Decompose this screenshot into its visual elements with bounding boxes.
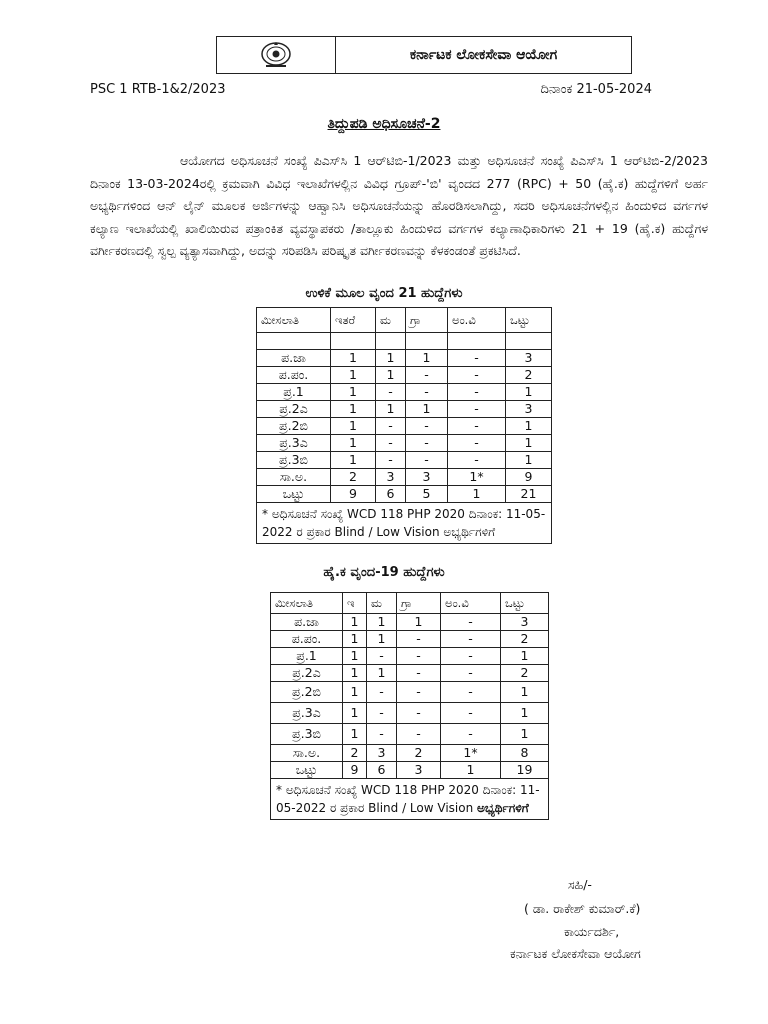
count-cell: 1 <box>343 631 367 648</box>
letterhead-box <box>216 36 632 74</box>
table-row <box>257 452 552 469</box>
header-cell: ಅಂ.ವಿ <box>448 308 506 333</box>
count-cell: - <box>406 435 448 452</box>
category-cell: ಪ್ರ.3ಎ <box>271 703 343 724</box>
count-cell: 1* <box>441 745 501 762</box>
signed-mark: ಸಹಿ/- <box>568 877 592 892</box>
table2-caption: ಹೈ.ಕ ವೃಂದ-19 ಹುದ್ದೆಗಳು <box>323 565 445 580</box>
table-row <box>257 367 552 384</box>
table-row <box>271 745 549 762</box>
count-cell: - <box>448 367 506 384</box>
count-cell: - <box>448 452 506 469</box>
count-cell: 1 <box>343 665 367 682</box>
category-cell: ಪ್ರ.1 <box>257 384 331 401</box>
table1-caption: ಉಳಿಕೆ ಮೂಲ ವೃಂದ 21 ಹುದ್ದೆಗಳು <box>305 286 463 301</box>
table2-note-row <box>271 779 549 820</box>
count-cell: 9 <box>343 762 367 779</box>
count-cell: 3 <box>506 401 552 418</box>
table2-note-text: * ಅಧಿಸೂಚನೆ ಸಂಖ್ಯೆ WCD 118 PHP 2020 ದಿನಾಂಕ: 11-05-2022 ರ ಪ್ರಕಾರ Blind / Low Vision <box>276 783 540 815</box>
count-cell: 1 <box>343 703 367 724</box>
count-cell: 1 <box>343 614 367 631</box>
count-cell: - <box>441 631 501 648</box>
table-row <box>257 486 552 503</box>
category-cell: ಒಟ್ಟು <box>271 762 343 779</box>
table-row <box>271 631 549 648</box>
count-cell: - <box>441 665 501 682</box>
category-cell: ಪ್ರ.2ಬಿ <box>271 682 343 703</box>
count-cell: 21 <box>506 486 552 503</box>
count-cell: - <box>441 724 501 745</box>
count-cell: 1 <box>331 384 376 401</box>
count-cell: - <box>397 665 441 682</box>
table-row <box>271 703 549 724</box>
table1-note: * ಅಧಿಸೂಚನೆ ಸಂಖ್ಯೆ WCD 118 PHP 2020 ದಿನಾಂಕ: 11-05-2022 ರ ಪ್ರಕಾರ Blind / Low Vision ಅಭ್ಯರ್ಥಿಗಳಿಗೆ <box>257 503 552 544</box>
header-cell: ಮೀಸಲಾತಿ <box>271 593 343 614</box>
table-row <box>271 724 549 745</box>
count-cell: - <box>441 682 501 703</box>
table-row <box>257 350 552 367</box>
count-cell: 1* <box>448 469 506 486</box>
count-cell: 3 <box>406 469 448 486</box>
count-cell: - <box>397 682 441 703</box>
count-cell: - <box>448 418 506 435</box>
count-cell: - <box>367 724 397 745</box>
table-row <box>257 418 552 435</box>
count-cell: - <box>397 724 441 745</box>
subject-heading: ತಿದ್ದುಪಡಿ ಅಧಿಸೂಚನೆ-2 <box>327 116 441 132</box>
count-cell: - <box>376 435 406 452</box>
count-cell: - <box>441 614 501 631</box>
header-cell: ಗ್ರಾ <box>406 308 448 333</box>
count-cell: 1 <box>506 384 552 401</box>
table1-spacer-row <box>257 333 552 350</box>
count-cell: 1 <box>367 631 397 648</box>
count-cell: 6 <box>367 762 397 779</box>
header-cell: ಒಟ್ಟು <box>501 593 549 614</box>
count-cell: 1 <box>343 682 367 703</box>
category-cell: ಪ್ರ.2ಬಿ <box>257 418 331 435</box>
count-cell: 1 <box>406 401 448 418</box>
count-cell: 1 <box>343 724 367 745</box>
count-cell: 6 <box>376 486 406 503</box>
category-cell: ಸಾ.ಅ. <box>257 469 331 486</box>
count-cell: - <box>441 648 501 665</box>
count-cell: - <box>367 682 397 703</box>
header-cell: ಅಂ.ವಿ <box>441 593 501 614</box>
header-cell: ಒಟ್ಟು <box>506 308 552 333</box>
table1-note-row <box>257 503 552 544</box>
document-date: ದಿನಾಂಕ 21-05-2024 <box>540 82 652 97</box>
signatory-org: ಕರ್ನಾಟಕ ಲೋಕಸೇವಾ ಆಯೋಗ <box>510 946 641 961</box>
count-cell: 1 <box>501 648 549 665</box>
count-cell: - <box>406 452 448 469</box>
count-cell: 2 <box>397 745 441 762</box>
count-cell: 1 <box>397 614 441 631</box>
count-cell: 1 <box>501 724 549 745</box>
category-cell: ಒಟ್ಟು <box>257 486 331 503</box>
count-cell: - <box>397 648 441 665</box>
table1-header-row <box>257 308 552 333</box>
count-cell: 1 <box>331 418 376 435</box>
count-cell: 1 <box>367 665 397 682</box>
category-cell: ಪ್ರ.2ಎ <box>257 401 331 418</box>
count-cell: 2 <box>501 631 549 648</box>
table2-note <box>271 779 549 820</box>
count-cell: 2 <box>506 367 552 384</box>
reference-number: PSC 1 RTB-1&2/2023 <box>90 82 226 97</box>
count-cell: 3 <box>397 762 441 779</box>
signatory-designation: ಕಾರ್ಯದರ್ಶಿ, <box>564 924 620 939</box>
table-row <box>257 469 552 486</box>
header-cell: ಮ <box>367 593 397 614</box>
table-row <box>257 384 552 401</box>
count-cell: 8 <box>501 745 549 762</box>
count-cell: - <box>448 384 506 401</box>
count-cell: 1 <box>331 401 376 418</box>
count-cell: 2 <box>501 665 549 682</box>
count-cell: - <box>406 418 448 435</box>
count-cell: - <box>376 418 406 435</box>
table1 <box>256 307 552 544</box>
category-cell: ಪ.ಜಾ <box>271 614 343 631</box>
count-cell: 1 <box>376 401 406 418</box>
count-cell: - <box>448 401 506 418</box>
count-cell: - <box>367 703 397 724</box>
count-cell: 1 <box>501 682 549 703</box>
count-cell: 3 <box>376 469 406 486</box>
category-cell: ಸಾ.ಅ. <box>271 745 343 762</box>
count-cell: - <box>376 452 406 469</box>
count-cell: 9 <box>331 486 376 503</box>
table2-note-bold: ಅಭ್ಯರ್ಥಿಗಳಿಗೆ <box>477 801 529 815</box>
count-cell: 1 <box>506 435 552 452</box>
category-cell: ಪ್ರ.3ಎ <box>257 435 331 452</box>
count-cell: 1 <box>441 762 501 779</box>
category-cell: ಪ್ರ.2ಎ <box>271 665 343 682</box>
count-cell: 2 <box>343 745 367 762</box>
table-row <box>271 648 549 665</box>
body-text: ಆಯೋಗದ ಅಧಿಸೂಚನೆ ಸಂಖ್ಯೆ ಪಿಎಸ್‌ಸಿ 1 ಆರ್‌ಟಿಬಿ-1/2023 ಮತ್ತು ಅಧಿಸೂಚನೆ ಸಂಖ್ಯೆ ಪಿಎಸ್‌ಸಿ 1 ಆರ್‌ಟಿಬಿ-2/2023 ದಿನಾಂಕ 13-03-2024ರಲ್ಲಿ ಕ್ರಮವಾಗಿ ವಿವಿಧ ಇಲಾಖೆಗಳಲ್ಲಿನ ವಿವಿಧ ಗ್ರೂಪ್-'ಬಿ' ವೃಂದದ 277 (RPC) + 50 (ಹೈ.ಕ) ಹುದ್ದೆಗಳಿಗೆ ಅರ್ಹ ಅಭ್ಯರ್ಥಿಗಳಿಂದ ಆನ್ ಲೈನ್ ಮೂಲಕ ಅರ್ಜಿಗಳನ್ನು ಆಹ್ವಾನಿಸಿ ಅಧಿಸೂಚನೆಯನ್ನು ಹೊರಡಿಸಲಾಗಿದ್ದು, ಸದರಿ ಅಧಿಸೂಚನೆಗಳಲ್ಲಿನ ಹಿಂದುಳಿದ ವರ್ಗಗಳ ಕಲ್ಯಾಣ ಇಲಾಖೆಯಲ್ಲಿ ಖಾಲಿಯಿರುವ ಪತ್ರಾಂಕಿತ ವ್ಯವಸ್ಥಾಪಕರು /ತಾಲ್ಲೂಕು ಹಿಂದುಳಿದ ವರ್ಗಗಳ ಕಲ್ಯಾಣಾಧಿಕಾರಿಗಳು 21 + 19 (ಹೈ.ಕ) ಹುದ್ದೆಗಳ ವರ್ಗೀಕರಣದಲ್ಲಿ ಸ್ವಲ್ಪ ವ್ಯತ್ಯಾಸವಾಗಿದ್ದು, ಅದನ್ನು ಸರಿಪಡಿಸಿ ಪರಿಷ್ಕೃತ ವರ್ಗೀಕರಣವನ್ನು ಕೆಳಕಂಡಂತೆ ಪ್ರಕಟಿಸಿದೆ. <box>90 153 708 258</box>
body-paragraph <box>90 150 708 263</box>
org-name: ಕರ್ನಾಟಕ ಲೋಕಸೇವಾ ಆಯೋಗ <box>409 47 558 63</box>
category-cell: ಪ.ಪಂ. <box>271 631 343 648</box>
table-row <box>271 682 549 703</box>
count-cell: 1 <box>506 418 552 435</box>
count-cell: 1 <box>331 367 376 384</box>
count-cell: 1 <box>331 452 376 469</box>
table-row <box>271 762 549 779</box>
count-cell: 1 <box>506 452 552 469</box>
count-cell: - <box>448 350 506 367</box>
category-cell: ಪ್ರ.1 <box>271 648 343 665</box>
table-row <box>271 614 549 631</box>
header-cell: ಗ್ರಾ <box>397 593 441 614</box>
count-cell: 1 <box>343 648 367 665</box>
count-cell: - <box>367 648 397 665</box>
karnataka-emblem-icon <box>259 40 293 70</box>
category-cell: ಪ್ರ.3ಬಿ <box>257 452 331 469</box>
count-cell: 3 <box>501 614 549 631</box>
count-cell: 1 <box>331 435 376 452</box>
header-cell: ಇ <box>343 593 367 614</box>
count-cell: - <box>441 703 501 724</box>
signatory-name: ( ಡಾ. ರಾಕೇಶ್ ಕುಮಾರ್.ಕೆ) <box>524 901 641 916</box>
count-cell: - <box>397 631 441 648</box>
count-cell: 3 <box>506 350 552 367</box>
count-cell: 5 <box>406 486 448 503</box>
count-cell: - <box>397 703 441 724</box>
count-cell: 1 <box>376 367 406 384</box>
count-cell: 1 <box>331 350 376 367</box>
table-row <box>257 435 552 452</box>
count-cell: 1 <box>448 486 506 503</box>
logo-cell <box>217 37 336 73</box>
category-cell: ಪ್ರ.3ಬಿ <box>271 724 343 745</box>
count-cell: 3 <box>367 745 397 762</box>
count-cell: - <box>406 367 448 384</box>
category-cell: ಪ.ಜಾ <box>257 350 331 367</box>
count-cell: - <box>406 384 448 401</box>
count-cell: 19 <box>501 762 549 779</box>
header-cell: ಮ <box>376 308 406 333</box>
count-cell: 2 <box>331 469 376 486</box>
count-cell: 1 <box>376 350 406 367</box>
table2 <box>270 592 549 820</box>
count-cell: - <box>448 435 506 452</box>
table2-header-row <box>271 593 549 614</box>
table-row <box>271 665 549 682</box>
count-cell: 9 <box>506 469 552 486</box>
count-cell: 1 <box>367 614 397 631</box>
header-cell: ಮೀಸಲಾತಿ <box>257 308 331 333</box>
count-cell: 1 <box>501 703 549 724</box>
count-cell: - <box>376 384 406 401</box>
header-cell: ಇತರೆ <box>331 308 376 333</box>
count-cell: 1 <box>406 350 448 367</box>
category-cell: ಪ.ಪಂ. <box>257 367 331 384</box>
table-row <box>257 401 552 418</box>
